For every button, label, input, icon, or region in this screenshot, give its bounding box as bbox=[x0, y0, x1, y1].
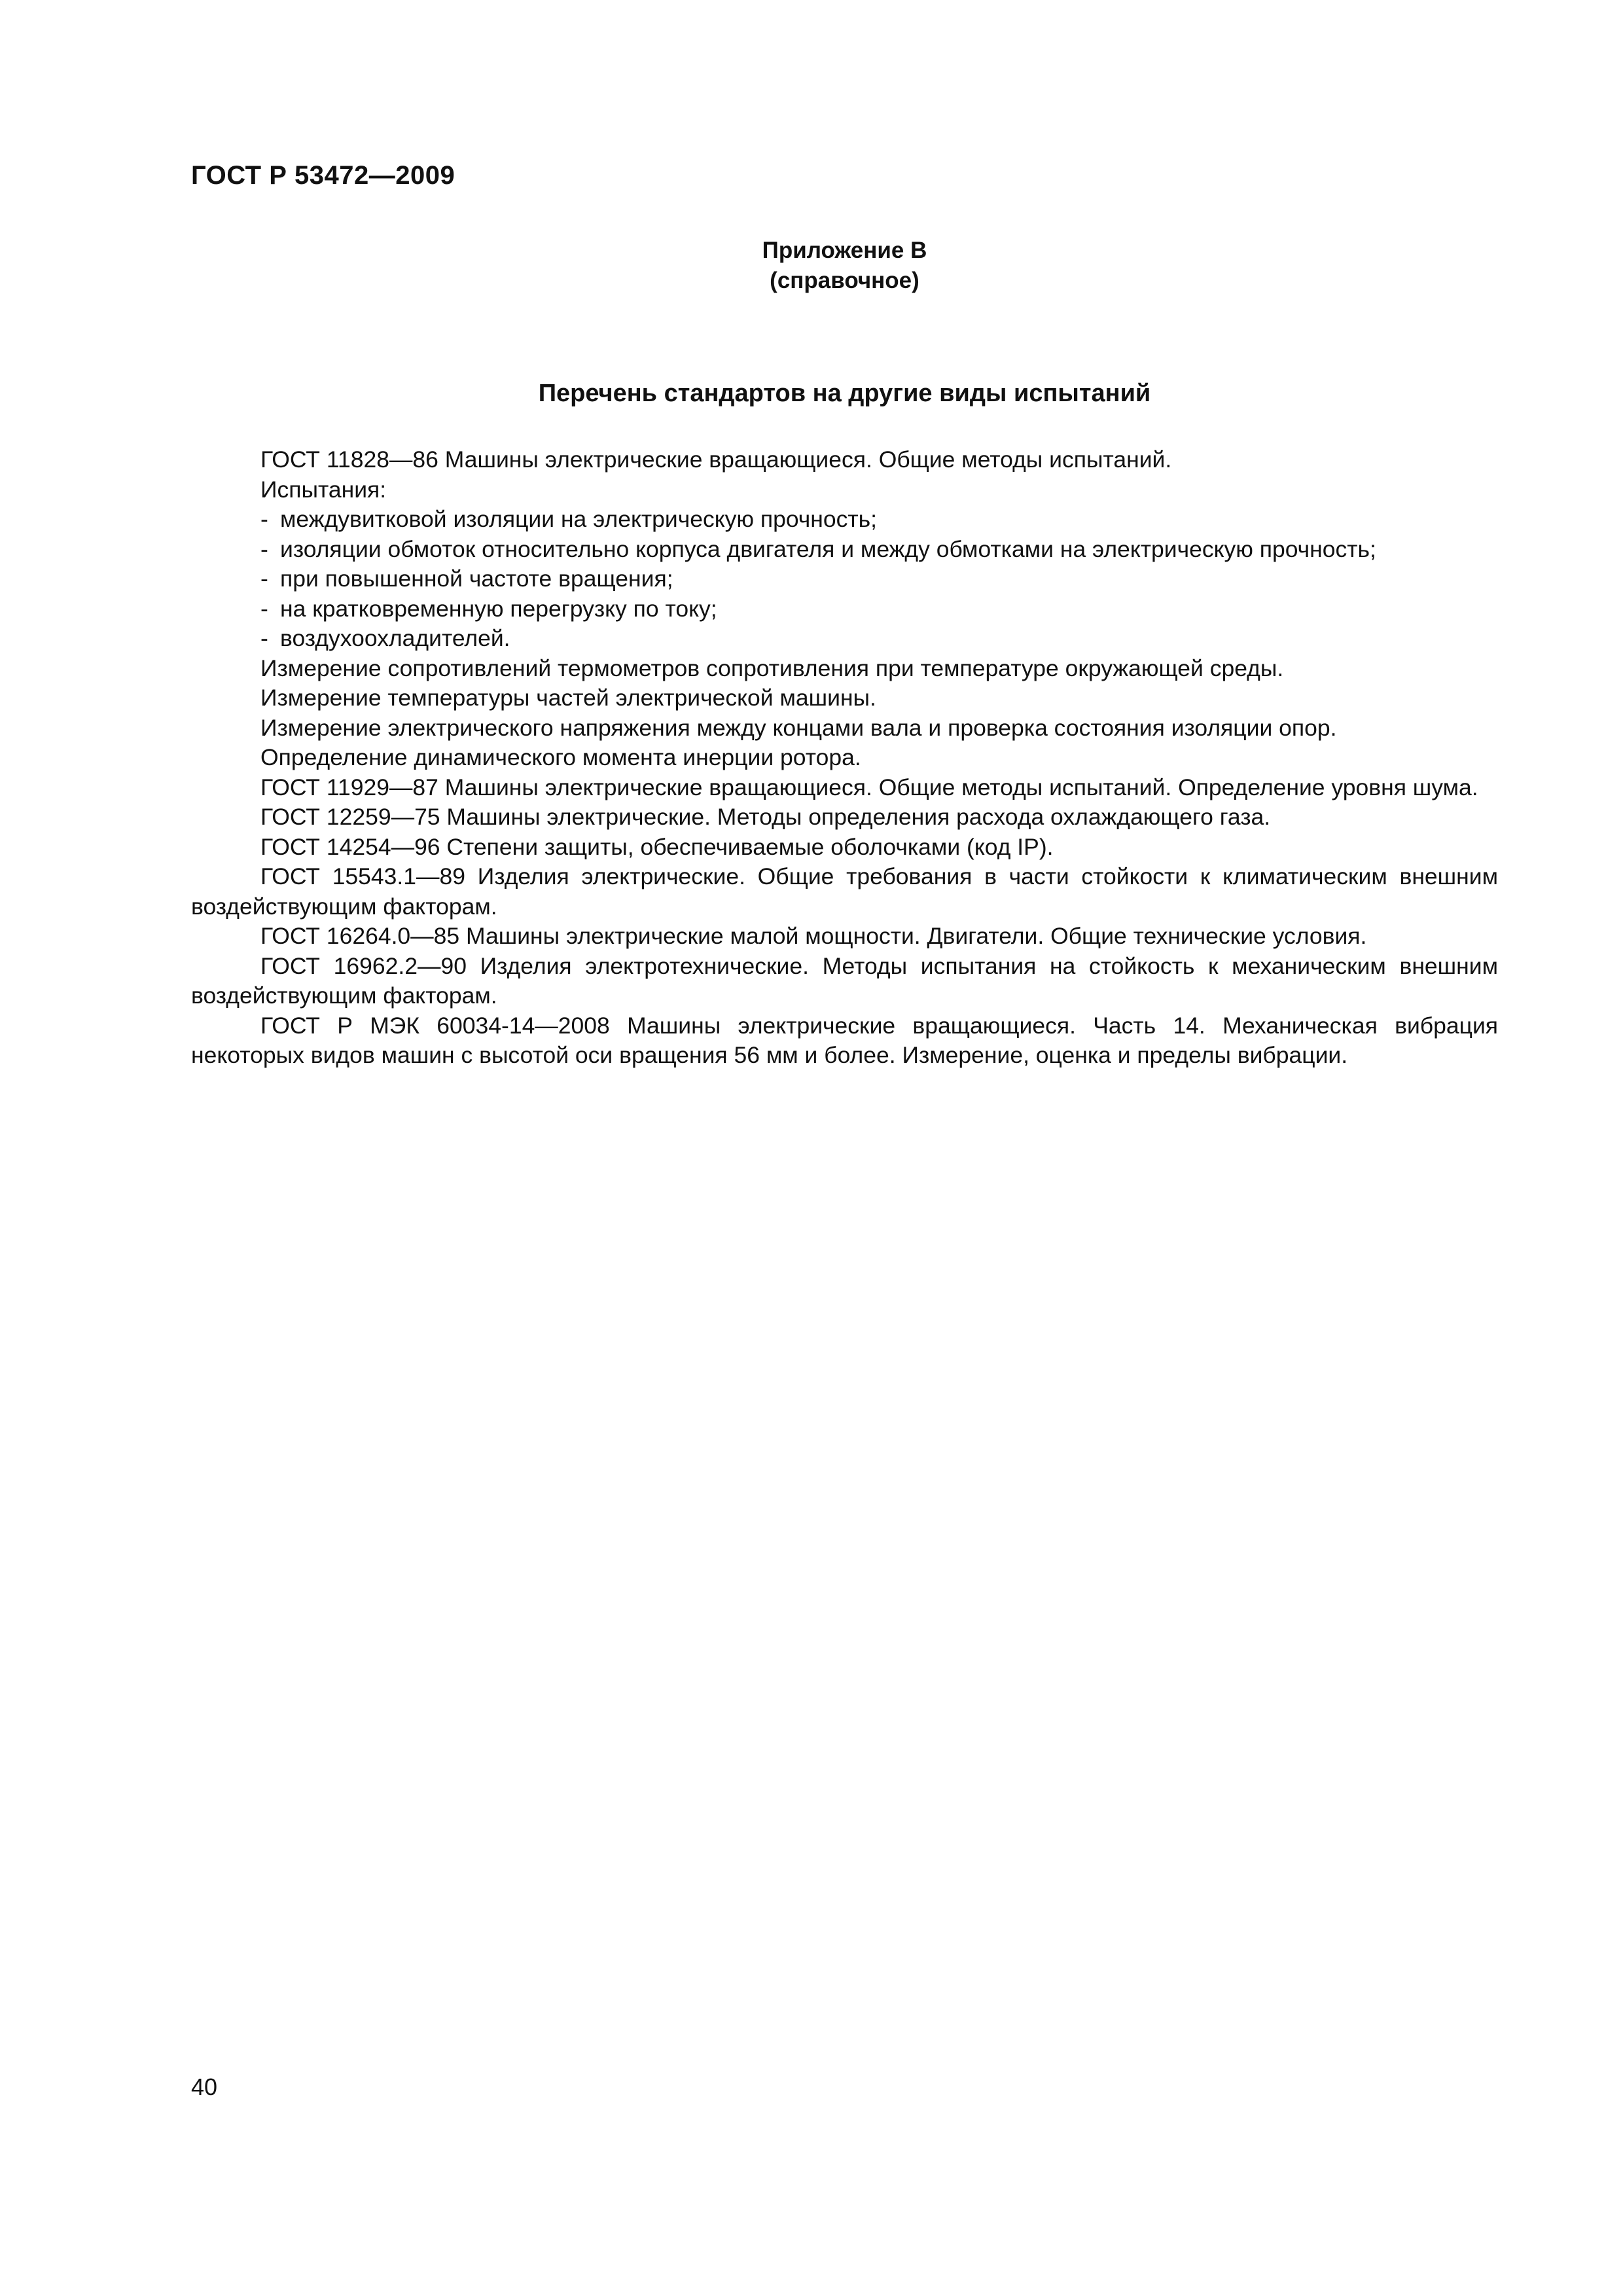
standard-entry: ГОСТ 15543.1—89 Изделия электрические. Общие требования в части стойкости к климатическим внешним воздействующим факторам. bbox=[191, 863, 1498, 920]
measurement-entry: Измерение электрического напряжения между концами вала и проверка состояния изоляции опор. bbox=[260, 714, 1337, 741]
annex-title: Приложение В bbox=[762, 238, 927, 263]
standard-entry: ГОСТ Р МЭК 60034-14—2008 Машины электрические вращающиеся. Часть 14. Механическая вибрация некоторых видов машин с высотой оси вращения 56 мм и более. Измерение, оценка и пределы вибрации. bbox=[191, 1012, 1498, 1068]
list-item-text: воздухоохладителей. bbox=[280, 625, 510, 651]
annex-kind: (справочное) bbox=[770, 268, 919, 293]
standard-entry: ГОСТ 14254—96 Степени защиты, обеспечиваемые оболочками (код IP). bbox=[260, 833, 1054, 860]
annex-heading bbox=[191, 236, 1498, 296]
measurement-entry: Измерение сопротивлений термометров сопротивления при температуре окружающей среды. bbox=[260, 655, 1284, 681]
standard-entry: ГОСТ 16264.0—85 Машины электрические малой мощности. Двигатели. Общие технические условия. bbox=[260, 923, 1367, 949]
measurement-entry: Измерение температуры частей электрической машины. bbox=[260, 685, 876, 711]
list-dash: - bbox=[260, 535, 268, 562]
list-item-text: изоляции обмоток относительно корпуса двигателя и между обмотками на электрическую прочность; bbox=[280, 535, 1376, 562]
list-item bbox=[191, 535, 1498, 565]
list-item bbox=[191, 624, 1498, 654]
list-item-text: на кратковременную перегрузку по току; bbox=[280, 595, 717, 622]
list-item bbox=[191, 564, 1498, 594]
page-number: 40 bbox=[191, 2073, 218, 2100]
standard-entry: ГОСТ 16962.2—90 Изделия электротехнические. Методы испытания на стойкость к механическим внешним воздействующим факторам. bbox=[191, 952, 1498, 1009]
list-dash: - bbox=[260, 625, 268, 651]
list-item-text: при повышенной частоте вращения; bbox=[280, 565, 673, 592]
section-title: Перечень стандартов на другие виды испытаний bbox=[538, 380, 1151, 407]
document-body bbox=[191, 445, 1498, 1071]
standard-entry: ГОСТ 11828—86 Машины электрические вращающиеся. Общие методы испытаний. bbox=[260, 446, 1172, 473]
list-item-text: междувитковой изоляции на электрическую прочность; bbox=[280, 506, 878, 532]
standard-entry: ГОСТ 11929—87 Машины электрические вращающиеся. Общие методы испытаний. Определение уровня шума. bbox=[260, 774, 1478, 800]
list-item bbox=[191, 594, 1498, 624]
measurement-entry: Определение динамического момента инерции ротора. bbox=[260, 744, 861, 770]
list-dash: - bbox=[260, 595, 268, 622]
list-dash: - bbox=[260, 565, 268, 592]
list-dash: - bbox=[260, 506, 268, 532]
document-code: ГОСТ Р 53472—2009 bbox=[191, 161, 455, 190]
standard-entry: ГОСТ 12259—75 Машины электрические. Методы определения расхода охлаждающего газа. bbox=[260, 804, 1271, 830]
tests-label: Испытания: bbox=[260, 476, 387, 503]
list-item bbox=[191, 505, 1498, 535]
